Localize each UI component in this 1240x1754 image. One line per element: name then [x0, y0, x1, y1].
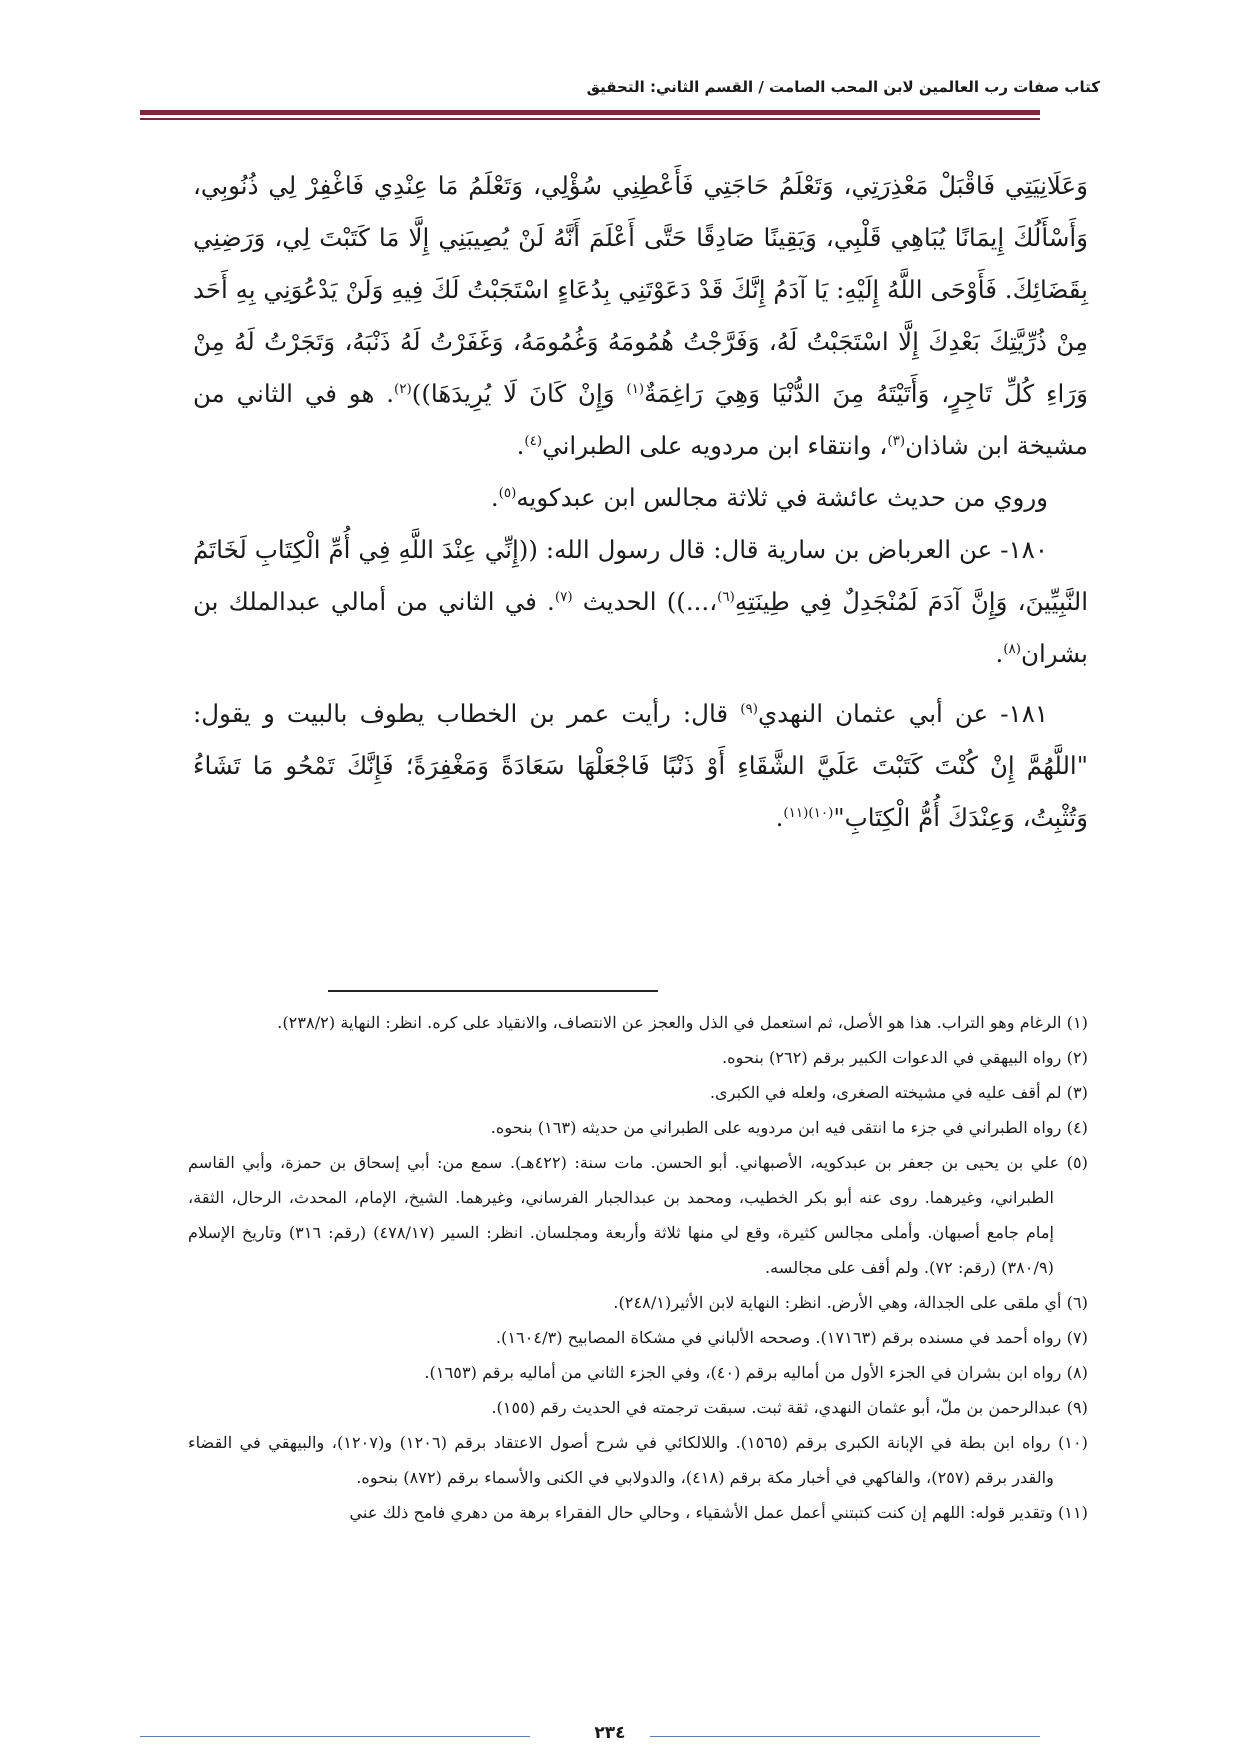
footnote-ref: (٨): [1003, 640, 1021, 657]
paragraph: ١٨٠- عن العرباض بن سارية قال: قال رسول الله: ((إِنِّي عِنْدَ اللَّهِ فِي أُمِّ الْكِتَابِ لَخَاتَمُ النَّبِيِّينَ، وَإِنَّ آدَمَ لَمُنْجَدِلٌ فِي طِينَتِهِ$^{(٦)}$،...)) الحديث $^{(٧)}$. في الثاني من أمالي عبدالملك بن بشران$^{(٨)}$.: [193, 535, 1089, 668]
main-text: [193, 160, 1088, 844]
footnote: (٥) علي بن يحيى بن جعفر بن عبدكويه، الأصبهاني. أبو الحسن. مات سنة: (٤٢٢هـ). سمع من: أبي إسحاق بن حمزة، وأبي القاسم الطبراني، وغيرهما. روى عنه أبو بكر الخطيب، ومحمد بن عبدالجبار الفرساني، وغيرهما. الشيخ، الإمام، المحدث، الرحال، الثقة، إمام جامع أصبهان. وأملى مجالس كثيرة، وقع لي منها ثلاثة وأربعة ومجلسان. انظر: السير (٤٧٨/١٧) (رقم: ٣١٦) وتاريخ الإسلام (٣٨٠/٩) (رقم: ٧٢). ولم أقف على مجالسه.: [188, 1153, 1088, 1277]
header-rule-thin: [140, 118, 1040, 120]
footnote-ref: (٢): [394, 380, 412, 397]
footer-rule: [650, 1736, 1040, 1737]
page-number: ٢٣٤: [594, 1723, 626, 1743]
footnote: (٤) رواه الطبراني في جزء ما انتقى فيه ابن مردويه على الطبراني من حديثه (١٦٣) بنحوه.: [490, 1118, 1088, 1137]
footnote: (٣) لم أقف عليه في مشيخته الصغرى، ولعله في الكبرى.: [709, 1083, 1088, 1102]
footnote: (١) الرغام وهو التراب. هذا هو الأصل، ثم استعمل في الذل والعجز عن الانتصاف، والانقياد على كره. انظر: النهاية (٢٣٨/٢).: [277, 1013, 1088, 1032]
paragraph: وَعَلَانِيَتِي فَاقْبَلْ مَعْذِرَتِي، وَتَعْلَمُ حَاجَتِي فَأَعْطِنِي سُؤْلِي، وَتَعْلَمُ مَا عِنْدِي فَاغْفِرْ لِي ذُنُوبِي، وَأَسْأَلُكَ إِيمَانًا يُبَاهِي قَلْبِي، وَيَقِينًا صَادِقًا حَتَّى أَعْلَمَ أَنَّهُ لَنْ يُصِيبَنِي إِلَّا مَا كَتَبْتَ لِي، وَرَضِنِي بِقَضَائِكَ. فَأَوْحَى اللَّهُ إِلَيْهِ: يَا آدَمُ إِنَّكَ قَدْ دَعَوْتَنِي بِدُعَاءٍ اسْتَجَبْتُ لَكَ فِيهِ وَلَنْ يَدْعُوَنِي بِهِ أَحَد مِنْ ذُرِّيَّتِكَ بَعْدِكَ إِلَّا اسْتَجَبْتُ لَهُ، وَفَرَّجْتُ هُمُومَهُ وَغُمُومَهُ، وَغَفَرْتُ لَهُ ذَنْبَهُ، وَتَجَرْتُ لَهُ مِنْ وَرَاءِ كُلِّ تَاجِرٍ، وَأَتَيْتَهُ مِنَ الدُّنْيَا وَهِيَ رَاغِمَةٌ$^{(١)}$ وَإِنْ كَانَ لَا يُرِيدَهَا))$^{(٢)}$. هو في الثاني من مشيخة ابن شاذان$^{(٣)}$، وانتقاء ابن مردويه على الطبراني$^{(٤)}$.: [193, 171, 1088, 460]
header-rule: [140, 110, 1040, 115]
paragraph: ١٨١- عن أبي عثمان النهدي$^{(٩)}$ قال: رأيت عمر بن الخطاب يطوف بالبيت و يقول: "اللَّهُمَّ إِنْ كُنْتَ كَتَبْتَ عَلَيَّ الشَّقَاءِ أَوْ ذَنْبًا فَاجْعَلْهَا سَعَادَةً وَمَغْفِرَةً؛ فَإِنَّكَ تَمْحُو مَا تَشَاءُ وَتُثْبِتُ، وَعِنْدَكَ أُمُّ الْكِتَابِ"$^{(١٠)(١١)}$.: [193, 699, 1088, 832]
footer-rule: [140, 1736, 530, 1737]
footnote-ref: (٩): [740, 700, 758, 717]
footnote-ref: (١): [626, 380, 645, 397]
footnote-ref: (١٠)(١١): [783, 804, 834, 821]
footnote-ref: (٧): [554, 588, 573, 605]
footnote: (٦) أي ملقى على الجدالة، وهي الأرض. انظر: النهاية لابن الأثير(٢٤٨/١).: [613, 1293, 1088, 1312]
paragraph: وروي من حديث عائشة في ثلاثة مجالس ابن عبدكويه$^{(٥)}$.: [490, 483, 1048, 512]
footnote-ref: (٥): [498, 484, 517, 501]
footnotes: [188, 1005, 1088, 1530]
footnote: (٢) رواه البيهقي في الدعوات الكبير برقم (٢٦٢) بنحوه.: [722, 1048, 1088, 1067]
footnote: (٩) عبدالرحمن بن ملّ، أبو عثمان النهدي، ثقة ثبت. سبقت ترجمته في الحديث رقم (١٥٥).: [491, 1398, 1088, 1417]
footnote-ref: (٤): [524, 432, 543, 449]
running-title: كتاب صفات رب العالمين لابن المحب الصامت / القسم الثاني: التحقيق: [586, 78, 1100, 96]
footnote: (٧) رواه أحمد في مسنده برقم (١٧١٦٣). وصححه الألباني في مشكاة المصابيح (١٦٠٤/٣).: [495, 1328, 1088, 1347]
footnote-ref: (٣): [887, 432, 906, 449]
footnote-ref: (٦): [717, 588, 735, 605]
footnote: (١١) وتقدير قوله: اللهم إن كنت كتبتني أعمل عمل الأشقياء ، وحالي حال الفقراء برهة من دهري فامح ذلك عني: [349, 1503, 1088, 1522]
footnote: (٨) رواه ابن بشران في الجزء الأول من أماليه برقم (٤٠)، وفي الجزء الثاني من أماليه برقم (١٦٥٣).: [424, 1363, 1088, 1382]
footnote-separator: [328, 990, 658, 992]
footnote: (١٠) رواه ابن بطة في الإبانة الكبرى برقم (١٥٦٥). واللالكائي في شرح أصول الاعتقاد برقم (١٢٠٦) و(١٢٠٧)، والبيهقي في القضاء والقدر برقم (٢٥٧)، والفاكهي في أخبار مكة برقم (٤١٨)، والدولابي في الكنى والأسماء برقم (٨٧٢) بنحوه.: [188, 1433, 1088, 1487]
